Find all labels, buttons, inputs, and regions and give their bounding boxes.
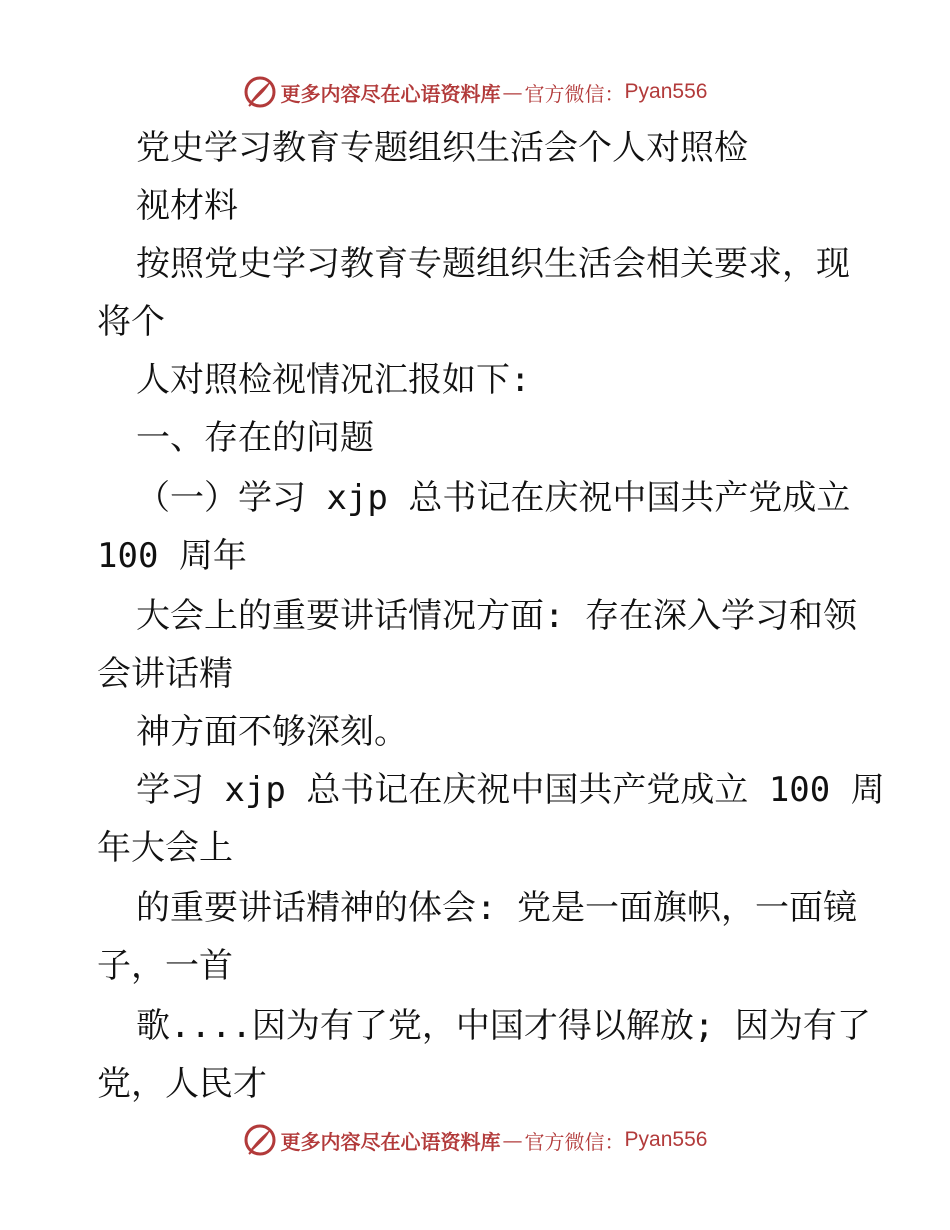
title-line-2: 视材料 (136, 186, 238, 226)
feather-pen-logo-icon (243, 1123, 277, 1157)
paragraph-line: 神方面不够深刻。 (136, 712, 408, 752)
title-line-1: 党史学习教育专题组织生活会个人对照检 (136, 128, 748, 168)
official-wechat-label: 官方微信： (524, 81, 625, 106)
site-name: 更多内容尽在心语资料库 (280, 1129, 501, 1154)
paragraph-line: 学习 xjp 总书记在庆祝中国共产党成立 100 周 (136, 770, 885, 810)
paragraph-line: 子，一首 (97, 946, 233, 986)
paragraph-line: 党，人民才 (97, 1064, 267, 1104)
site-name: 更多内容尽在心语资料库 (280, 81, 501, 106)
paragraph-line: 将个 (97, 302, 165, 342)
banner-dash: — (502, 1128, 523, 1152)
wechat-id: Pyan556 (624, 80, 708, 103)
paragraph-line: 会讲话精 (97, 654, 233, 694)
paragraph-line: 人对照检视情况汇报如下: (136, 360, 531, 400)
subsection-heading: （一）学习 xjp 总书记在庆祝中国共产党成立 (136, 478, 851, 518)
wechat-id: Pyan556 (624, 1128, 708, 1151)
paragraph-line: 歌....因为有了党，中国才得以解放; 因为有了 (136, 1006, 871, 1046)
official-wechat-label: 官方微信： (524, 1129, 625, 1154)
paragraph-line: 大会上的重要讲话情况方面: 存在深入学习和领 (136, 596, 857, 636)
banner-dash: — (502, 80, 523, 104)
paragraph-line: 的重要讲话精神的体会: 党是一面旗帜，一面镜 (136, 888, 857, 928)
paragraph-line: 100 周年 (97, 536, 247, 576)
paragraph-line: 按照党史学习教育专题组织生活会相关要求，现 (136, 244, 850, 284)
section-heading: 一、存在的问题 (136, 418, 374, 458)
footer-banner (0, 1120, 950, 1160)
paragraph-line: 年大会上 (97, 828, 233, 868)
